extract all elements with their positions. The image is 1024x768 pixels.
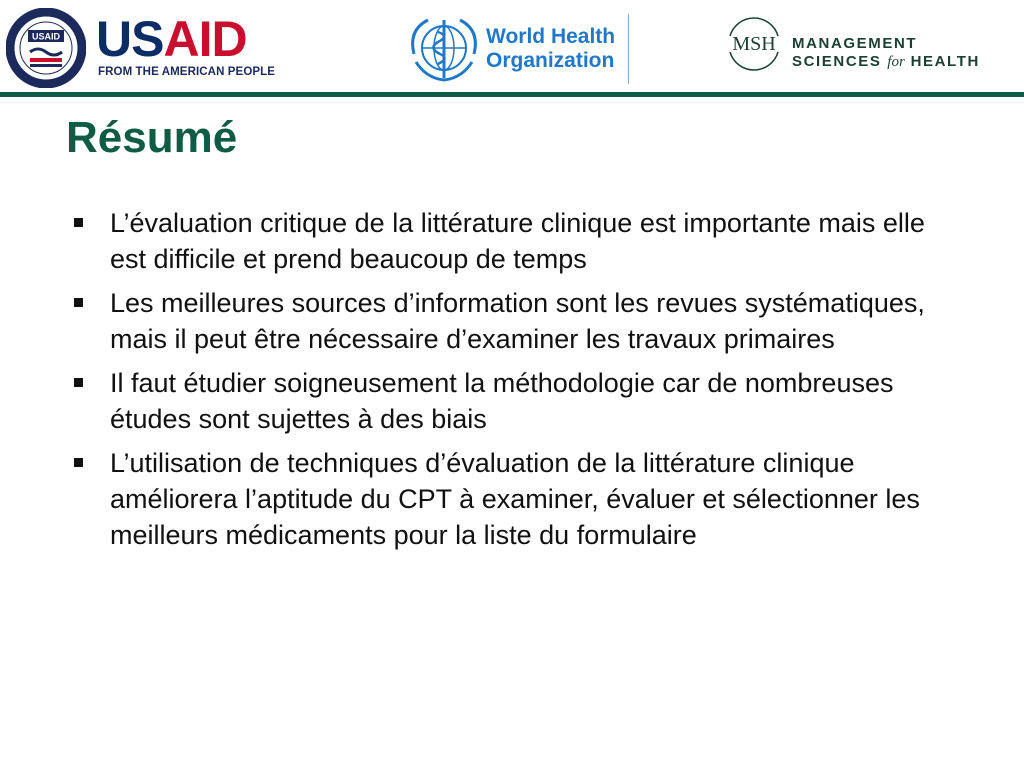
usaid-logo (6, 8, 276, 88)
slide-title: Résumé (66, 113, 238, 162)
msh-wordmark (792, 35, 980, 71)
usaid-wordmark (96, 11, 247, 67)
usaid-tagline: FROM THE AMERICAN PEOPLE (98, 66, 276, 78)
msh-wordmark-for: for (887, 54, 905, 70)
msh-mark-text: MSH (732, 33, 776, 55)
usaid-seal-icon (6, 8, 86, 88)
msh-wordmark-line1: MANAGEMENT (792, 35, 918, 52)
bullet-text: L’utilisation de techniques d’évaluation de la littérature clinique améliorera l’aptitude du CPT à examiner, évaluer et sélectionner les meilleurs médicaments pour la liste du formulaire (110, 448, 920, 550)
square-bullet-icon (74, 218, 83, 227)
who-wordmark-line2: Organization (486, 49, 615, 72)
square-bullet-icon (74, 458, 83, 467)
msh-logo (724, 16, 1014, 76)
usaid-wordmark-us: US (96, 11, 164, 67)
bullet-text: Les meilleures sources d’information sont les revues systématiques, mais il peut être nécessaire d’examiner les travaux primaires (110, 288, 925, 354)
usaid-seal-inner-text: USAID (31, 31, 61, 42)
header-divider (0, 92, 1024, 97)
msh-wordmark-line2 (792, 53, 980, 71)
who-logo (406, 14, 629, 84)
msh-wordmark-health: HEALTH (910, 53, 980, 70)
who-emblem-icon (406, 14, 482, 84)
bullet-item (74, 285, 954, 357)
bullet-list (74, 205, 954, 561)
msh-wordmark-sciences: SCIENCES (792, 53, 882, 70)
usaid-wordmark-aid: AID (163, 11, 247, 67)
square-bullet-icon (74, 298, 83, 307)
square-bullet-icon (74, 378, 83, 387)
bullet-item (74, 445, 954, 553)
msh-mark-icon (724, 16, 784, 72)
bullet-text: Il faut étudier soigneusement la méthodologie car de nombreuses études sont sujettes à des biais (110, 368, 894, 434)
bullet-item (74, 205, 954, 277)
bullet-text: L’évaluation critique de la littérature clinique est importante mais elle est difficile et prend beaucoup de temps (110, 208, 925, 274)
logo-header (0, 0, 1024, 92)
bullet-item (74, 365, 954, 437)
who-wordmark-line1: World Health (486, 25, 616, 48)
who-wordmark (486, 25, 615, 73)
